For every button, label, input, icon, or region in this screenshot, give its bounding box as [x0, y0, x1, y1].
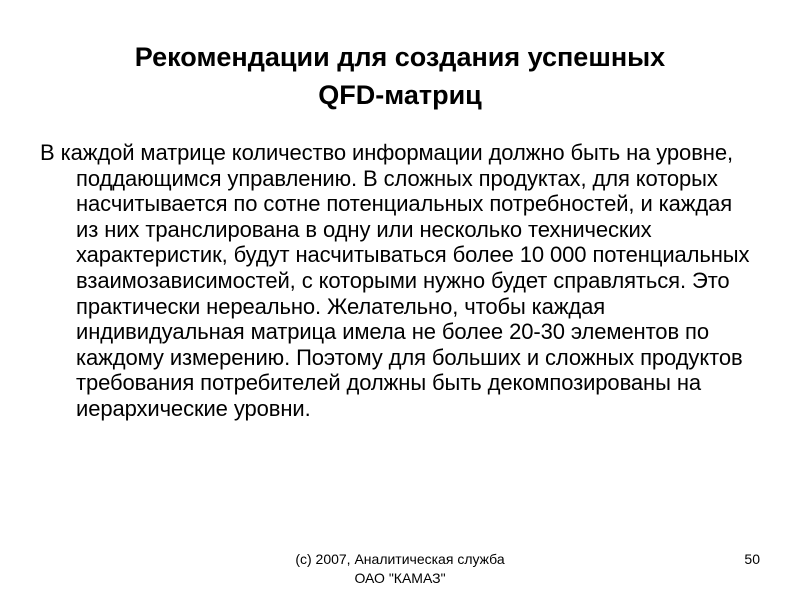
- slide-title: [40, 38, 760, 114]
- page-number: 50: [744, 551, 760, 567]
- slide-body: [40, 140, 760, 422]
- footer-source: [240, 550, 560, 588]
- slide-title-line-1: Рекомендации для создания успешных: [134, 42, 666, 72]
- slide-title-line-2: QFD-матриц: [318, 80, 482, 110]
- body-paragraph: В каждой матрице количество информации должно быть на уровне, поддающимся управлению. В сложных продуктах, для которых насчитывается по сотне потенциальных потребностей, и каждая из них транслирована в одну или несколько технических характеристик, будут насчитываться более 10 000 потенциальных взаимозависимостей, с которыми нужно будет справляться. Это практически нереально. Желательно, чтобы каждая индивидуальная матрица имела не более 20-30 элементов по каждому измерению. Поэтому для больших и сложных продуктов требования потребителей должны быть декомпозированы на иерархические уровни.: [40, 140, 750, 421]
- footer-source-line-2: ОАО "КАМАЗ": [354, 570, 446, 586]
- footer-source-line-1: (c) 2007, Аналитическая служба: [295, 551, 505, 567]
